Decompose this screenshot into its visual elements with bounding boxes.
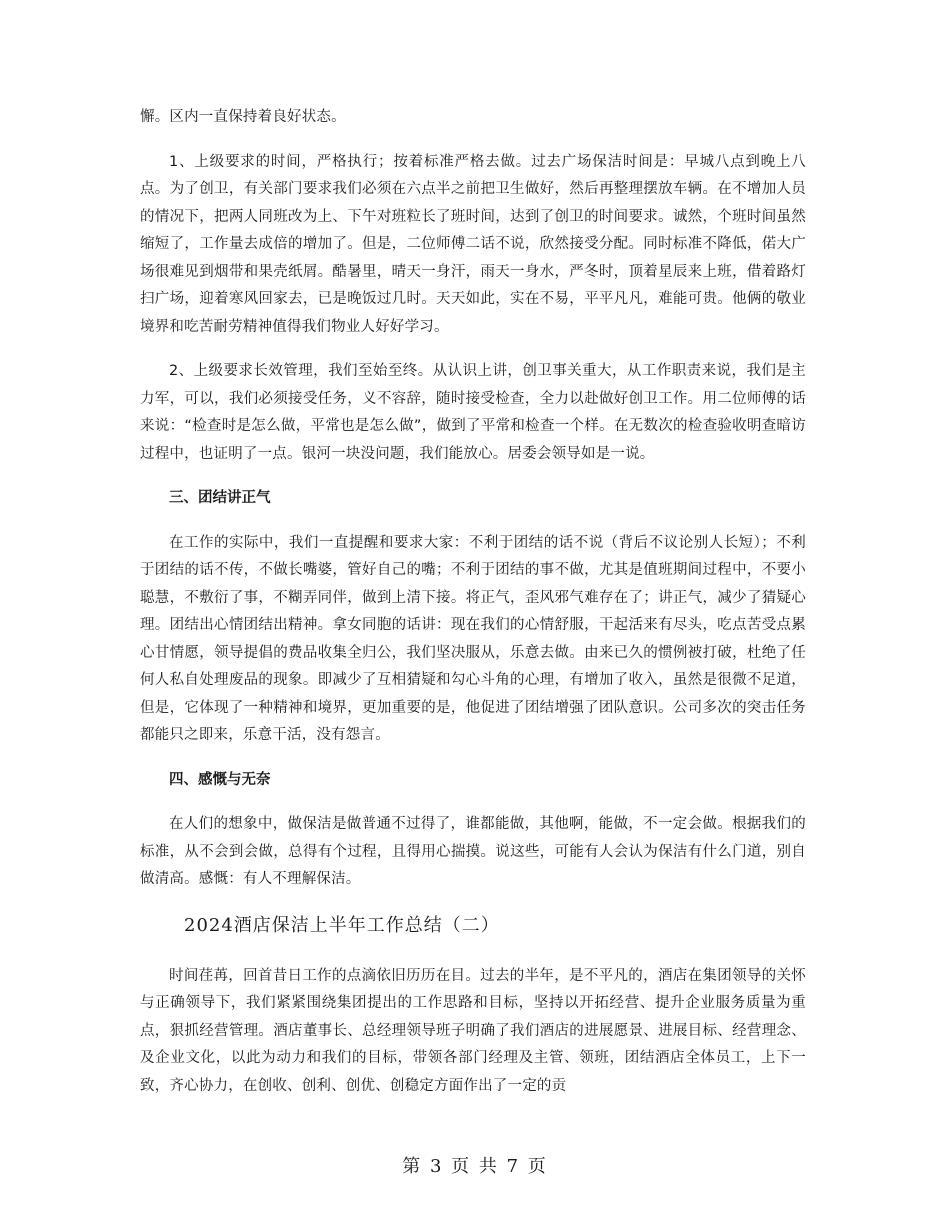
document-2-intro-paragraph: 时间荏苒，回首昔日工作的点滴依旧历历在目。过去的半年，是不平凡的，酒店在集团领导的关怀与正确领导下，我们紧紧围绕集团提出的工作思路和目标，坚持以开拓经营、提升企业服务质量为重点，狠抓经营管理。酒店董事长、总经理领导班子明确了我们酒店的进展愿景、进展目标、经营理念、及企业文化，以此为动力和我们的目标，带领各部门经理及主管、领班，团结酒店全体员工，上下一致，齐心协力，在创收、创利、创优、创稳定方面作出了一定的贡 xyxy=(140,967,806,1094)
section-4-heading: 四、感慨与无奈 xyxy=(169,771,271,788)
page-number-footer: 第 3 页 共 7 页 xyxy=(402,1156,548,1177)
section-4-paragraph: 在人们的想象中，做保洁是做普通不过得了，谁都能做，其他啊，能做，不一定会做。根据我们的标准，从不会到会做，总得有个过程，且得用心揣摸。说这些，可能有人会认为保洁有什么门道，别自做清高。感慨：有人不理解保洁。 xyxy=(140,816,806,887)
section-3-paragraph: 在工作的实际中，我们一直提醒和要求大家：不利于团结的话不说（背后不议论别人长短）；不利于团结的话不传，不做长嘴婆，管好自己的嘴；不利于团结的事不做，尤其是值班期间过程中，不要小聪慧，不敷衍了事，不糊弄同伴，做到上清下接。将正气，歪风邪气难存在了；讲正气，减少了猜疑心理。团结出心情团结出精神。拿女同胞的话讲：现在我们的心情舒服，干起活来有尽头，吃点苦受点累心甘情愿，领导提倡的费品收集全归公，我们坚决服从，乐意去做。由来已久的惯例被打破，杜绝了任何人私自处理废品的现象。即减少了互相猜疑和勾心斗角的心理，有增加了收入，虽然是很微不足道，但是，它体现了一种精神和境界，更加重要的是，他促进了团结增强了团队意识。公司多次的突击任务都能只之即来，乐意干活，没有怨言。 xyxy=(140,534,806,743)
intro-tail-paragraph: 懈。区内一直保持着良好状态。 xyxy=(140,109,346,125)
point-1-paragraph: 1、上级要求的时间，严格执行；按着标准严格去做。过去广场保洁时间是：早城八点到晚上八点。为了创卫，有关部门要求我们必须在六点半之前把卫生做好，然后再整理摆放车辆。在不增加人员的情况下，把两人同班改为上、下午对班粒长了班时间，达到了创卫的时间要求。诚然，个班时间虽然缩短了，工作量去成倍的增加了。但是，二位师傅二话不说，欣然接受分配。同时标准不降低，偌大广场很难见到烟带和果壳纸屑。酷暑里，晴天一身汗，雨天一身水，严冬时，顶着星辰来上班，借着路灯扫广场，迎着寒风回家去，已是晚饭过几时。天天如此，实在不易，平平凡凡，难能可贵。他俩的敬业境界和吃苦耐劳精神值得我们物业人好好学习。 xyxy=(140,153,806,335)
document-2-title: 2024酒店保洁上半年工作总结（二） xyxy=(184,914,500,936)
point-2-paragraph: 2、上级要求长效管理，我们至始至终。从认识上讲，创卫事关重大，从工作职责来说，我们是主力军，可以，我们必须接受任务，义不容辞，随时接受检查，全力以赴做好创卫工作。用二位师傅的话来说：“检查时是怎么做，平常也是怎么做”，做到了平常和检查一个样。在无数次的检查验收明查暗访过程中，也证明了一点。银河一块没问题，我们能放心。居委会领导如是一说。 xyxy=(140,363,806,462)
section-3-heading: 三、团结讲正气 xyxy=(169,490,271,506)
document-body xyxy=(140,104,806,1100)
